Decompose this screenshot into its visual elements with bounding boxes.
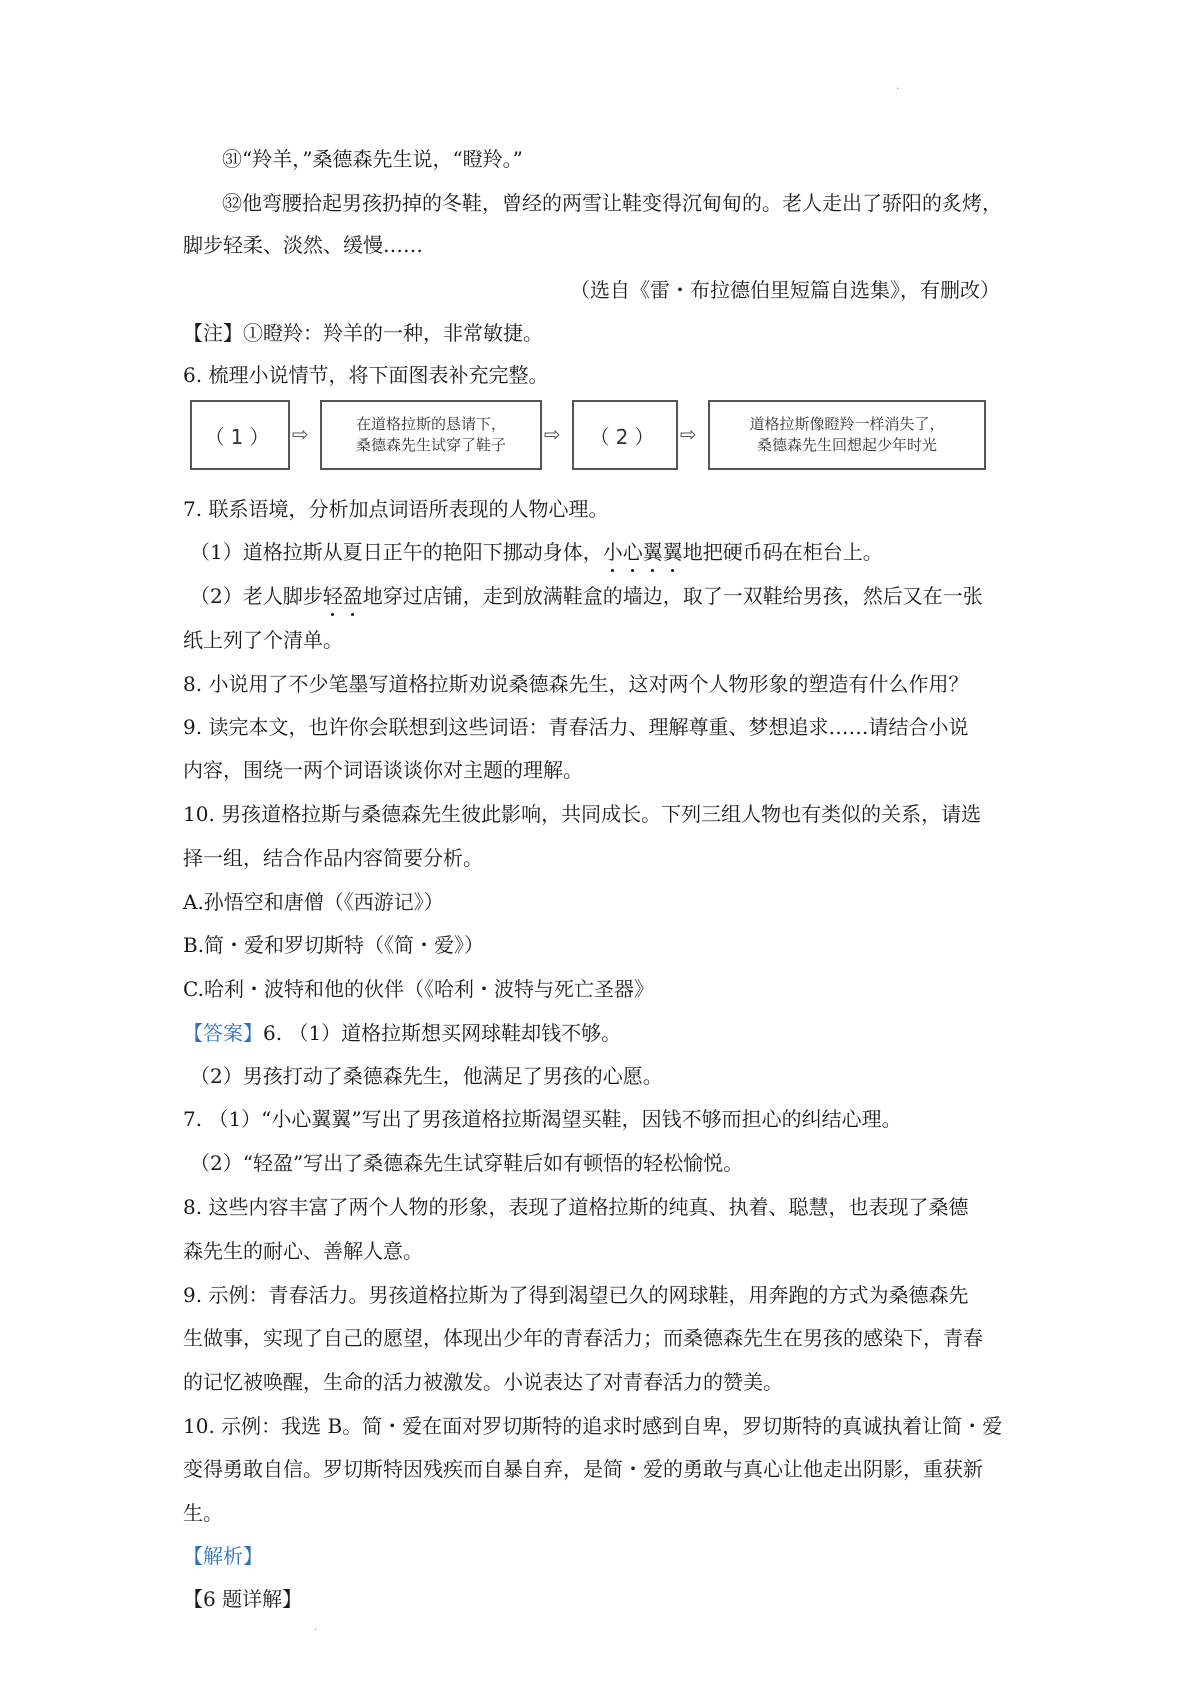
question-8: 8. 小说用了不少笔墨写道格拉斯劝说桑德森先生，这对两个人物形象的塑造有什么作用？ xyxy=(183,672,969,696)
analysis-q6-heading: 【6 题详解】 xyxy=(183,1587,303,1611)
flow-box-try-shoes xyxy=(320,400,542,470)
sentence-1-before: （1）道格拉斯从夏日正午的艳阳下挪动身体， xyxy=(190,540,603,564)
answer-9-line2: 生做事，实现了自己的愿望，体现出少年的青春活力；而桑德森先生在男孩的感染下，青春 xyxy=(183,1326,983,1350)
flow-box-blank-1: （1） xyxy=(190,400,290,470)
option-b: B.简・爱和罗切斯特（《简・爱》） xyxy=(183,933,485,957)
sentence-1-after: 地把硬币码在柜台上。 xyxy=(682,540,883,564)
footnote: 【注】①瞪羚：羚羊的一种，非常敏捷。 xyxy=(183,321,543,345)
analysis-label: 【解析】 xyxy=(183,1544,263,1568)
story-paragraph-31: ㉛“羚羊，”桑德森先生说，“瞪羚。” xyxy=(222,147,523,171)
sentence-2-before: （2）老人脚步 xyxy=(190,584,323,608)
answer-9-line3: 的记忆被唤醒，生命的活力被激发。小说表达了对青春活力的赞美。 xyxy=(183,1370,783,1394)
question-10-line1: 10. 男孩道格拉斯与桑德森先生彼此影响，共同成长。下列三组人物也有类似的关系，请选 xyxy=(183,802,982,826)
flow-arrow-icon: ⇨ xyxy=(292,422,309,446)
dotted-char: 盈 xyxy=(342,584,363,608)
story-paragraph-32-line2: 脚步轻柔、淡然、缓慢…… xyxy=(183,233,423,257)
answer-6-1-text: 6. （1）道格拉斯想买网球鞋却钱不够。 xyxy=(263,1021,622,1045)
dotted-char: 轻 xyxy=(322,584,343,608)
question-7: 7. 联系语境，分析加点词语所表现的人物心理。 xyxy=(183,497,609,521)
question-7-sentence-1 xyxy=(190,539,883,565)
story-paragraph-32-line1: ㉜他弯腰拾起男孩扔掉的冬鞋，曾经的两雪让鞋变得沉甸甸的。老人走出了骄阳的炙烤， xyxy=(222,191,1002,215)
scan-dot: · xyxy=(896,84,900,95)
flow-box-recall-youth-line1: 道格拉斯像瞪羚一样消失了， xyxy=(749,415,945,433)
answer-label: 【答案】 xyxy=(183,1021,263,1045)
answer-6-1 xyxy=(183,1020,621,1046)
flow-box-recall-youth xyxy=(708,400,986,470)
option-c: C.哈利・波特和他的伙伴（《哈利・波特与死亡圣器》 xyxy=(183,977,654,1001)
question-7-sentence-2-line2: 纸上列了个清单。 xyxy=(183,628,343,652)
answer-10-line2: 变得勇敢自信。罗切斯特因残疾而自暴自弃，是简・爱的勇敢与真心让他走出阴影，重获新 xyxy=(183,1457,983,1481)
dotted-char: 翼 xyxy=(642,540,663,564)
answer-10-line1: 10. 示例：我选 B。简・爱在面对罗切斯特的追求时感到自卑，罗切斯特的真诚执着让简・爱 xyxy=(183,1414,1003,1438)
dotted-char: 翼 xyxy=(662,540,683,564)
flow-box-try-shoes-line1: 在道格拉斯的恳请下， xyxy=(355,415,506,433)
question-7-sentence-2 xyxy=(190,583,983,609)
dotted-char: 小 xyxy=(602,540,623,564)
flow-box-try-shoes-line2: 桑德森先生试穿了鞋子 xyxy=(355,436,506,454)
option-a: A.孙悟空和唐僧（《西游记》） xyxy=(183,890,444,914)
source-citation: （选自《雷・布拉德伯里短篇自选集》，有删改） xyxy=(570,278,1000,302)
answer-7-1: 7. （1）“小心翼翼”写出了男孩道格拉斯渴望买鞋，因钱不够而担心的纠结心理。 xyxy=(183,1107,902,1131)
flow-box-blank-2: （2） xyxy=(572,400,678,470)
scan-dot: · xyxy=(314,1625,318,1636)
plot-flowchart xyxy=(190,398,990,478)
dotted-char: 心 xyxy=(622,540,643,564)
answer-6-2: （2）男孩打动了桑德森先生，他满足了男孩的心愿。 xyxy=(190,1064,663,1088)
question-10-line2: 择一组，结合作品内容简要分析。 xyxy=(183,846,483,870)
answer-10-line3: 生。 xyxy=(183,1501,223,1525)
sentence-2-after: 地穿过店铺，走到放满鞋盒的墙边，取了一双鞋给男孩，然后又在一张 xyxy=(362,584,983,608)
flow-box-recall-youth-line2: 桑德森先生回想起少年时光 xyxy=(756,436,937,454)
flow-arrow-icon: ⇨ xyxy=(544,422,561,446)
answer-8-line1: 8. 这些内容丰富了两个人物的形象，表现了道格拉斯的纯真、执着、聪慧，也表现了桑德 xyxy=(183,1195,969,1219)
question-9-line1: 9. 读完本文，也许你会联想到这些词语：青春活力、理解尊重、梦想追求……请结合小说 xyxy=(183,715,969,739)
question-6: 6. 梳理小说情节，将下面图表补充完整。 xyxy=(183,363,549,387)
answer-8-line2: 森先生的耐心、善解人意。 xyxy=(183,1239,423,1263)
question-9-line2: 内容，围绕一两个词语谈谈你对主题的理解。 xyxy=(183,758,583,782)
answer-7-2: （2）“轻盈”写出了桑德森先生试穿鞋后如有顿悟的轻松愉悦。 xyxy=(190,1151,744,1175)
answer-9-line1: 9. 示例：青春活力。男孩道格拉斯为了得到渴望已久的网球鞋，用奔跑的方式为桑德森先 xyxy=(183,1283,969,1307)
flow-arrow-icon: ⇨ xyxy=(680,422,697,446)
